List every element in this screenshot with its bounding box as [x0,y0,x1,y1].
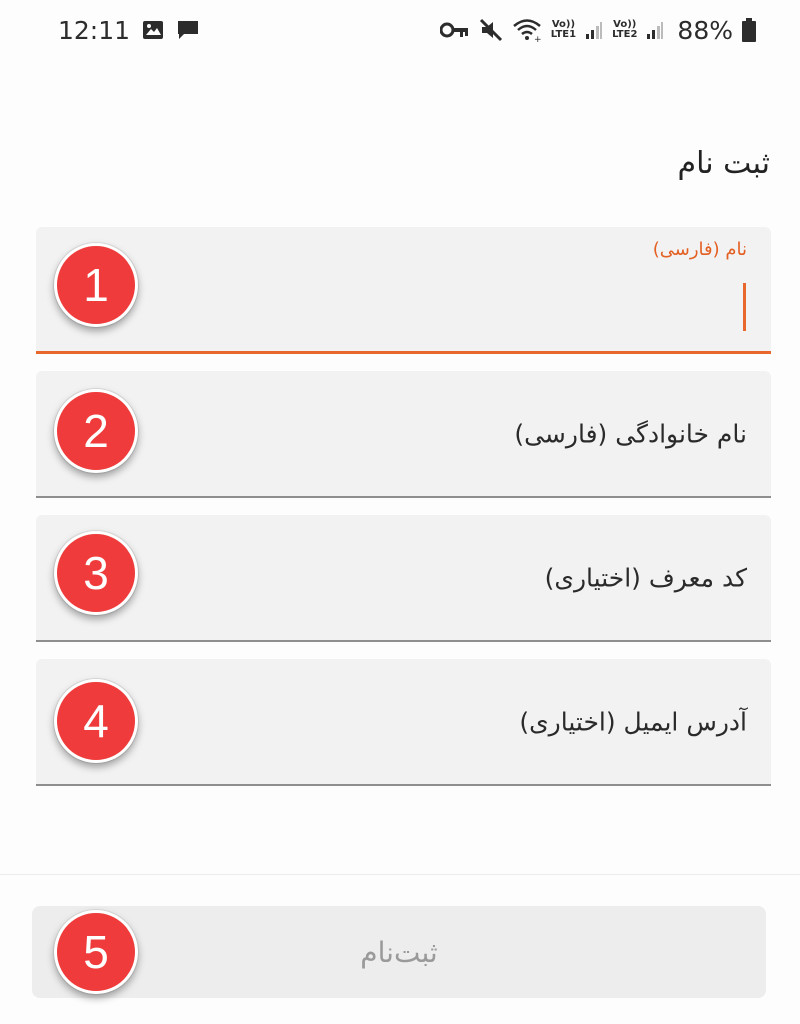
status-bar-right [440,16,756,45]
last-name-field[interactable] [36,371,771,498]
clock: 12:11 [58,15,131,45]
annotation-badge-5: 5 [54,910,138,994]
lte1-bottom-label: LTE1 [550,29,577,40]
annotation-badge-3: 3 [54,531,138,615]
email-label: آدرس ایمیل (اختیاری) [519,707,747,736]
status-bar-left [58,16,200,45]
lte1-top-label: Vo)) [551,19,576,30]
message-icon [176,19,200,41]
key-icon [440,22,470,38]
image-icon [142,20,164,40]
mute-icon [479,18,503,42]
first-name-field[interactable] [36,227,771,354]
lte2-bottom-label: LTE2 [612,29,638,40]
annotation-badge-1: 1 [54,243,138,327]
page-title: ثبت نام [677,146,770,181]
status-bar [0,0,800,60]
signal-lte1-icon [551,20,576,40]
last-name-label: نام خانوادگی (فارسی) [514,419,747,448]
referral-code-field[interactable] [36,515,771,642]
email-field[interactable] [36,659,771,786]
annotation-badge-4: 4 [54,679,138,763]
battery-percentage: 88% [677,15,733,45]
signal-lte2-icon [612,20,637,40]
register-button[interactable] [32,906,766,998]
register-button-label: ثبت‌نام [360,935,438,969]
lte2-top-label: Vo)) [613,19,637,30]
first-name-label: نام (فارسی) [652,239,747,260]
wifi-icon [512,18,542,42]
battery-icon [742,18,756,42]
svg-text:+: + [533,35,542,42]
footer-divider [0,874,800,875]
referral-code-label: کد معرف (اختیاری) [544,563,747,592]
annotation-badge-2: 2 [54,389,138,473]
text-cursor [743,283,746,331]
signal-bars-2-icon [646,20,664,40]
signal-bars-1-icon [585,20,603,40]
